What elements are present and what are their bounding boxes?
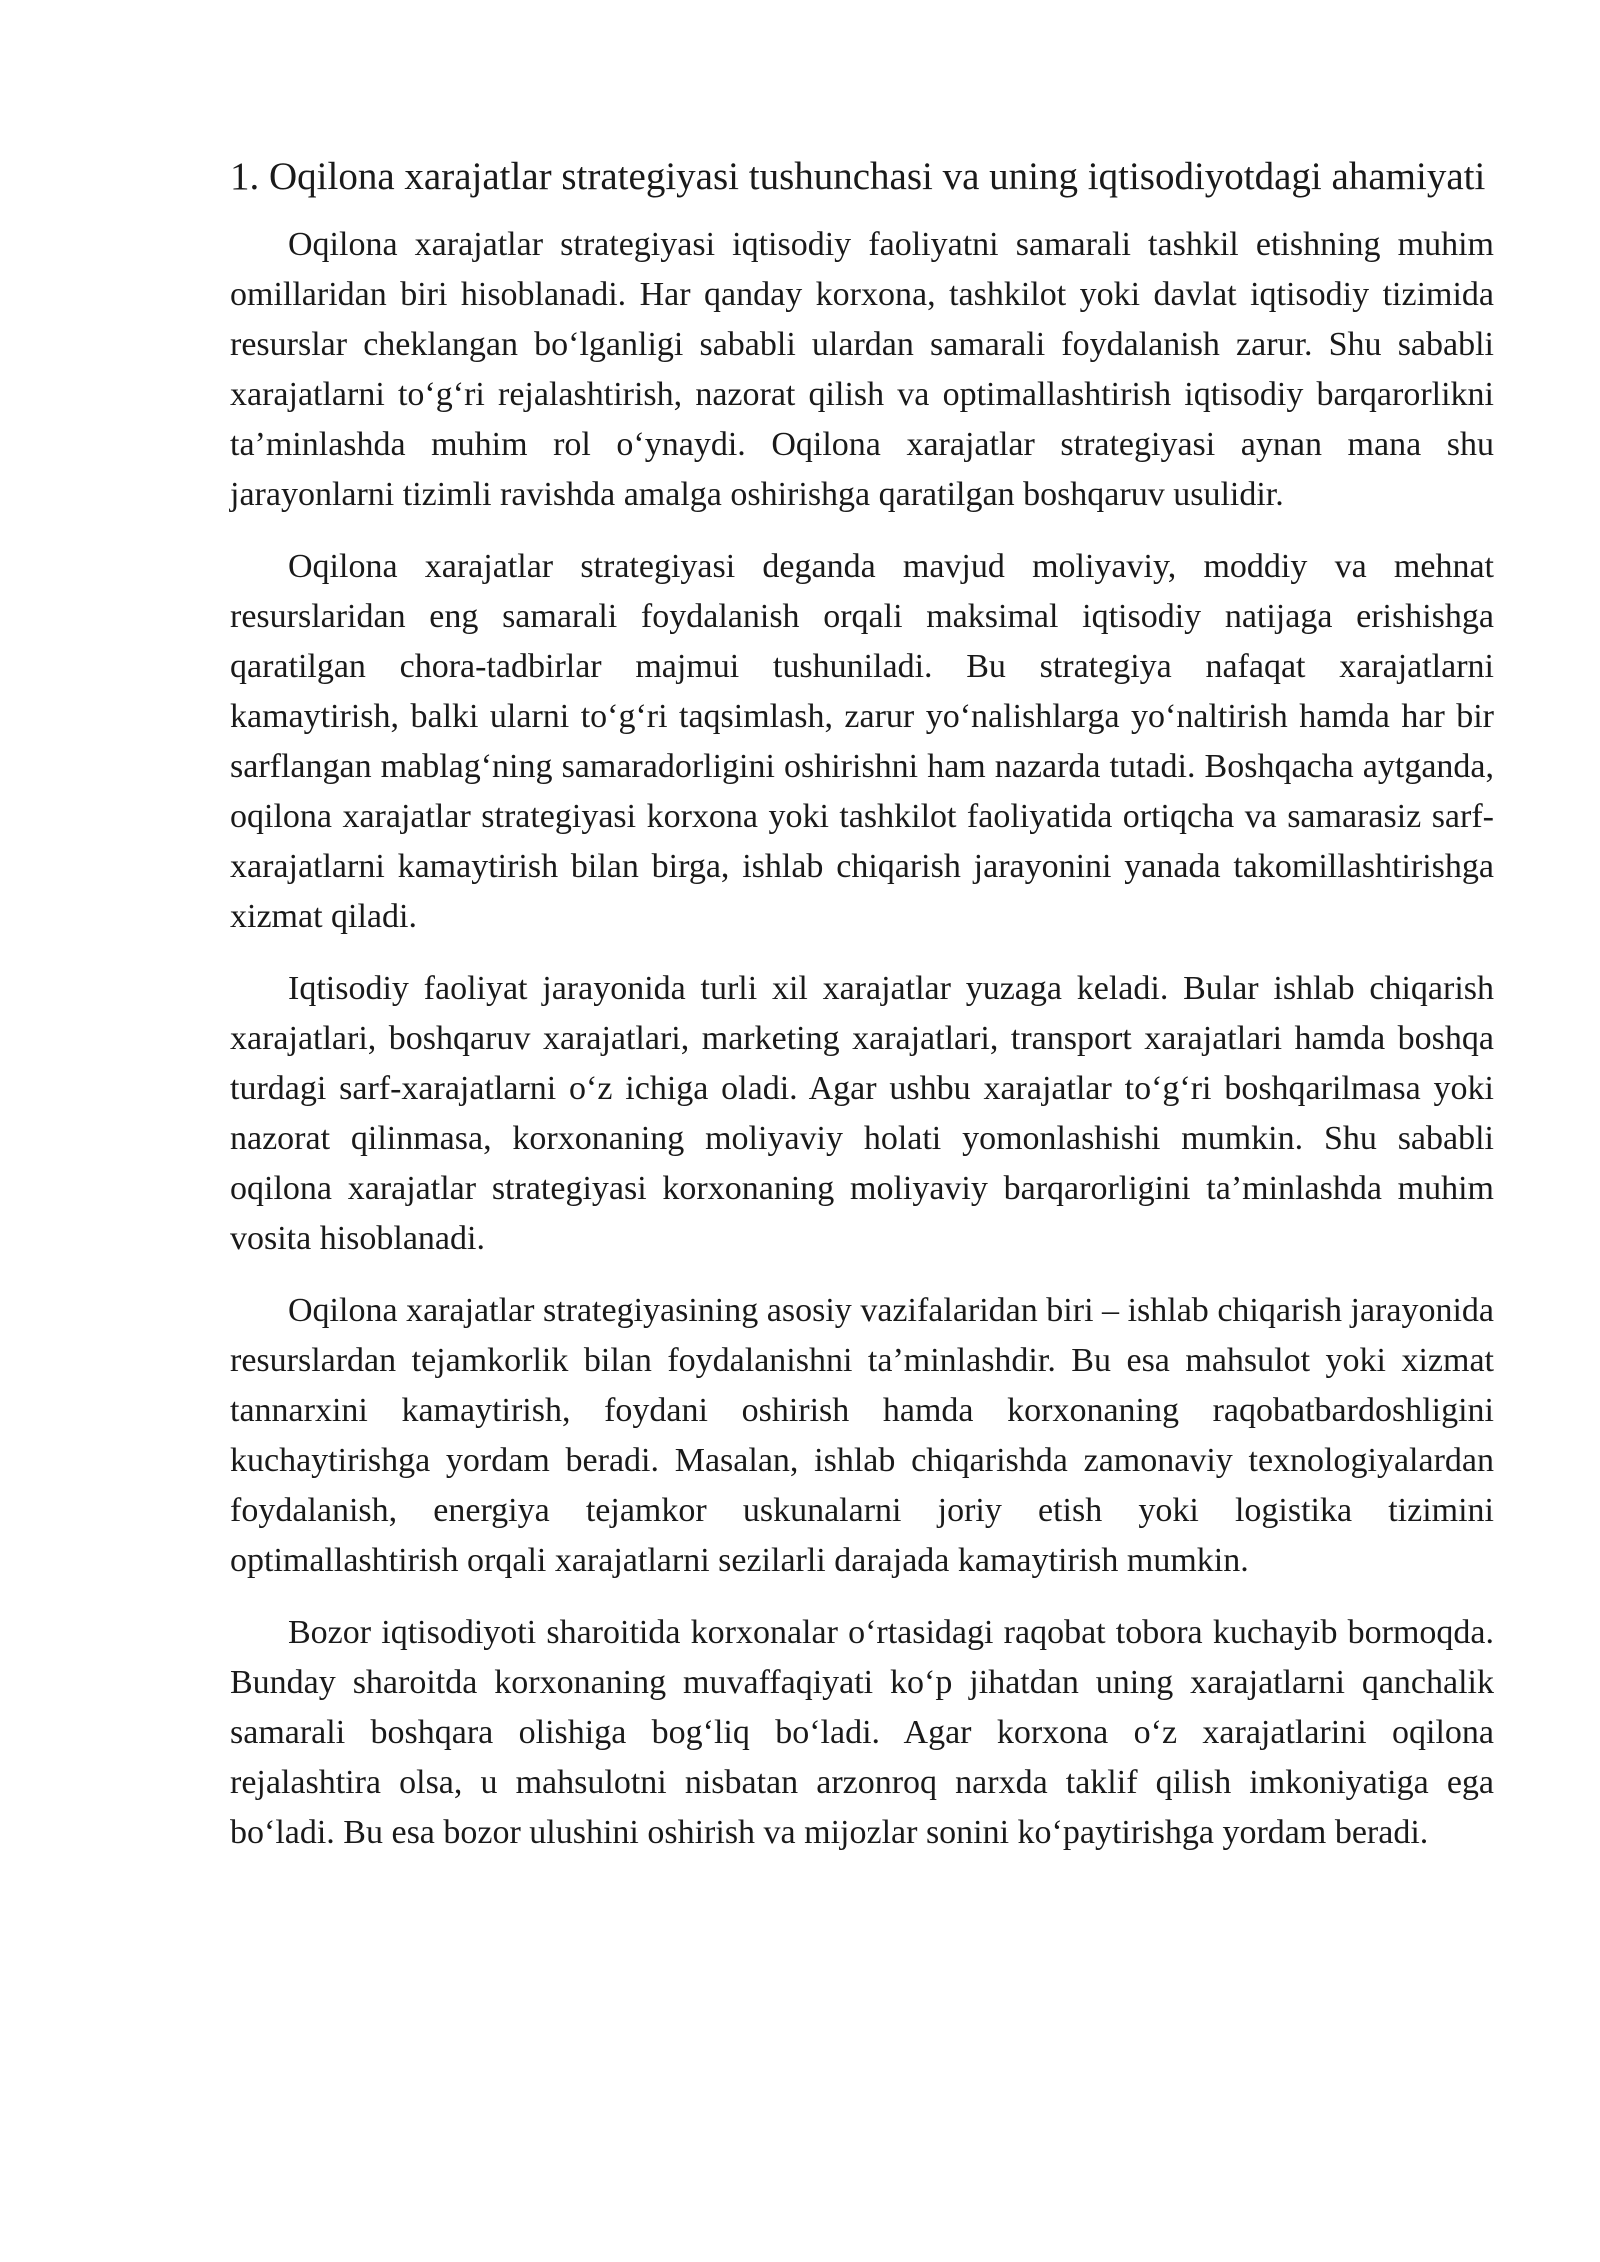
paragraph-4: Oqilona xarajatlar strategiyasining asosiy vazifalaridan biri – ishlab chiqarish jarayonida resurslardan tejamkorlik bilan foydalanishni ta’minlashdir. Bu esa mahsulot yoki xizmat tannarxini kamaytirish, foydani oshirish hamda korxonaning raqobatbardoshligini kuchaytirishga yordam beradi. Masalan, ishlab chiqarishda zamonaviy texnologiyalardan foydalanish, energiya tejamkor uskunalarni joriy etish yoki logistika tizimini optimallashtirish orqali xarajatlarni sezilarli darajada kamaytirish mumkin. — [230, 1292, 1494, 1579]
paragraph-1: Oqilona xarajatlar strategiyasi iqtisodiy faoliyatni samarali tashkil etishning muhim omillaridan biri hisoblanadi. Har qanday korxona, tashkilot yoki davlat iqtisodiy tizimida resurslar cheklangan bo‘lganligi sababli ulardan samarali foydalanish zarur. Shu sababli xarajatlarni to‘g‘ri rejalashtirish, nazorat qilish va optimallashtirish iqtisodiy barqarorlikni ta’minlashda muhim rol o‘ynaydi. Oqilona xarajatlar strategiyasi aynan mana shu jarayonlarni tizimli ravishda amalga oshirishga qaratilgan boshqaruv usulidir. — [230, 226, 1494, 513]
section-heading: 1. Oqilona xarajatlar strategiyasi tushunchasi va uning iqtisodiyotdagi ahamiyati — [230, 155, 1486, 198]
document-page — [230, 148, 1494, 1880]
paragraph-2: Oqilona xarajatlar strategiyasi deganda mavjud moliyaviy, moddiy va mehnat resurslaridan eng samarali foydalanish orqali maksimal iqtisodiy natijaga erishishga qaratilgan chora-tadbirlar majmui tushuniladi. Bu strategiya nafaqat xarajatlarni kamaytirish, balki ularni to‘g‘ri taqsimlash, zarur yo‘nalishlarga yo‘naltirish hamda har bir sarflangan mablag‘ning samaradorligini oshirishni ham nazarda tutadi. Boshqacha aytganda, oqilona xarajatlar strategiyasi korxona yoki tashkilot faoliyatida ortiqcha va samarasiz sarf-xarajatlarni kamaytirish bilan birga, ishlab chiqarish jarayonini yanada takomillashtirishga xizmat qiladi. — [230, 548, 1494, 935]
paragraph-5: Bozor iqtisodiyoti sharoitida korxonalar o‘rtasidagi raqobat tobora kuchayib bormoqda. Bunday sharoitda korxonaning muvaffaqiyati ko‘p jihatdan uning xarajatlarni qanchalik samarali boshqara olishiga bog‘liq bo‘ladi. Agar korxona o‘z xarajatlarini oqilona rejalashtira olsa, u mahsulotni nisbatan arzonroq narxda taklif qilish imkoniyatiga ega bo‘ladi. Bu esa bozor ulushini oshirish va mijozlar sonini ko‘paytirishga yordam beradi. — [230, 1614, 1494, 1851]
paragraph-3: Iqtisodiy faoliyat jarayonida turli xil xarajatlar yuzaga keladi. Bular ishlab chiqarish xarajatlari, boshqaruv xarajatlari, marketing xarajatlari, transport xarajatlari hamda boshqa turdagi sarf-xarajatlarni o‘z ichiga oladi. Agar ushbu xarajatlar to‘g‘ri boshqarilmasa yoki nazorat qilinmasa, korxonaning moliyaviy holati yomonlashishi mumkin. Shu sababli oqilona xarajatlar strategiyasi korxonaning moliyaviy barqarorligini ta’minlashda muhim vosita hisoblanadi. — [230, 970, 1494, 1257]
